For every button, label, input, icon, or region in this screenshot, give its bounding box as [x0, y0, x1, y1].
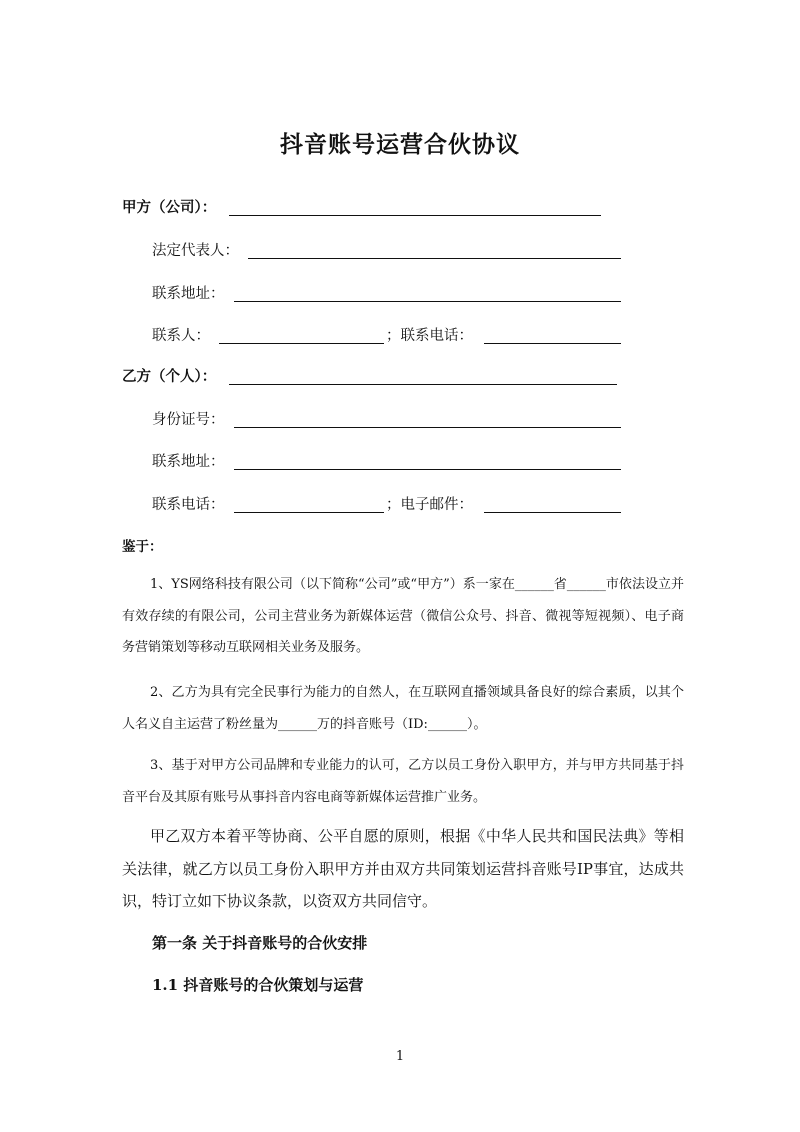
clause-3: 3、基于对甲方公司品牌和专业能力的认可，乙方以员工身份入职甲方，并与甲方共同基于抖音平台及其原有账号从事抖音内容电商等新媒体运营推广业务。: [122, 758, 684, 805]
legal-rep-line: [248, 258, 621, 259]
party-a-contact-field: [152, 325, 210, 347]
party-b-name-line: [229, 384, 617, 385]
party-b-phone-label: 联系电话：: [152, 497, 225, 513]
party-a-contact-line: [219, 343, 384, 344]
party-a-phone-line: [484, 343, 621, 344]
article-1-heading: 第一条 关于抖音账号的合伙安排: [152, 934, 368, 952]
party-b-label: [122, 366, 216, 388]
party-b-phone-field: [152, 494, 225, 516]
page-title: 抖音账号运营合伙协议: [280, 131, 520, 158]
party-b-email-line: [484, 512, 621, 513]
party-a-address-label: 联系地址：: [152, 286, 225, 302]
party-b-id-line: [234, 427, 621, 428]
party-a-name-line: [229, 215, 601, 216]
section-1-1-heading: 1.1 抖音账号的合伙策划与运营: [152, 976, 364, 994]
party-b-label-text: 乙方（个人）：: [122, 368, 217, 385]
party-b-phone-line: [234, 512, 384, 513]
party-b-email-field: [386, 494, 473, 516]
party-b-address-field: [152, 451, 225, 473]
party-b-id-field: [152, 409, 225, 431]
party-b-address-label: 联系地址：: [152, 454, 225, 470]
legal-rep-label: 法定代表人：: [152, 243, 239, 259]
party-b-address-line: [234, 469, 621, 470]
party-a-contact-label: 联系人：: [152, 328, 210, 344]
party-a-label-text: 甲方（公司）：: [122, 199, 217, 216]
clause-1: 1、YS网络科技有限公司（以下简称“公司”或“甲方”）系一家在______省______市依法设立并有效存续的有限公司，公司主营业务为新媒体运营（微信公众号、抖音、微视等短视频）、电子商务营销策划等移动互联网相关业务及服务。: [122, 577, 684, 655]
preamble-paragraph: 甲乙双方本着平等协商、公平自愿的原则，根据《中华人民共和国民法典》等相关法律，就乙方以员工身份入职甲方并由双方共同策划运营抖音账号IP事宜，达成共识，特订立如下协议条款，以资双方共同信守。: [122, 827, 684, 910]
page-number: 1: [395, 1049, 405, 1064]
party-b-id-label: 身份证号：: [152, 412, 225, 428]
legal-rep-field: [152, 240, 239, 262]
whereas-label: 鉴于：: [122, 539, 163, 555]
party-a-phone-field: [386, 325, 473, 347]
party-a-address-field: [152, 283, 225, 305]
party-a-label: [122, 197, 216, 219]
party-b-email-label: ；电子邮件：: [386, 497, 473, 513]
party-a-address-line: [234, 301, 621, 302]
clause-2: 2、乙方为具有完全民事行为能力的自然人，在互联网直播领域具备良好的综合素质，以其个人名义自主运营了粉丝量为______万的抖音账号（ID:______）。: [122, 685, 684, 732]
party-a-phone-label: ；联系电话：: [386, 328, 473, 344]
